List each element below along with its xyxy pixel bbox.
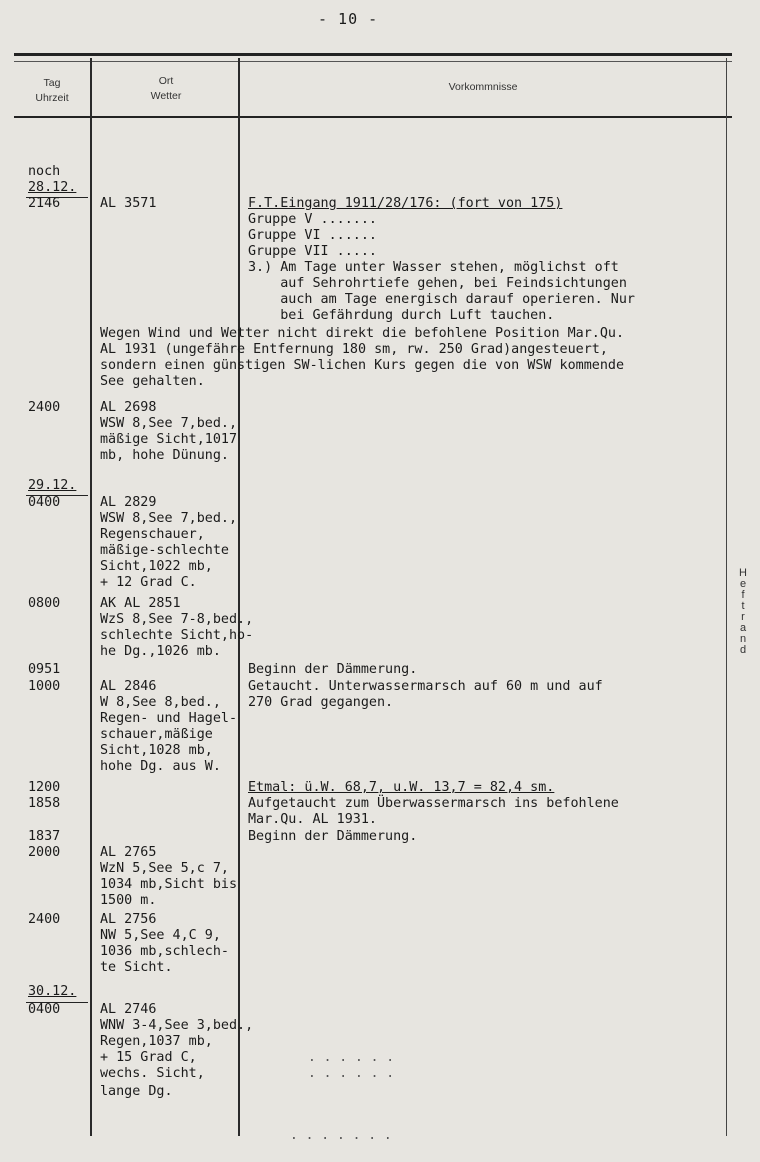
ort-line: AL 3571	[100, 196, 157, 211]
margin-label-char: d	[739, 644, 747, 656]
vork-line: Mar.Qu. AL 1931.	[248, 812, 377, 827]
time-1858: 1858	[28, 796, 61, 811]
date-noch: noch	[28, 164, 61, 179]
header-ort-wetter	[96, 74, 236, 104]
faint-dots: . . . . . .	[308, 1066, 395, 1081]
ort-line: W 8,See 8,bed.,	[100, 695, 221, 710]
ort-line: Sicht,1022 mb,	[100, 559, 213, 574]
ort-line: AL 2746	[100, 1002, 157, 1017]
table-right-border	[726, 58, 727, 1136]
ort-line: he Dg.,1026 mb.	[100, 644, 221, 659]
ort-line: Regenschauer,	[100, 527, 205, 542]
time-1000: 1000	[28, 679, 61, 694]
page-number: - 10 -	[318, 10, 379, 28]
wide-line: Wegen Wind und Wetter nicht direkt die befohlene Position Mar.Qu.	[100, 326, 625, 341]
table-top-rule	[14, 53, 732, 56]
vork-line: Gruppe VI ......	[248, 228, 377, 243]
time-2400: 2400	[28, 912, 61, 927]
date-29-12: 29.12.	[28, 478, 77, 493]
margin-label-heftrand	[736, 568, 750, 656]
header-vorkommnisse: Vorkommnisse	[448, 81, 518, 93]
header-wetter: Wetter	[150, 90, 182, 102]
time-2400: 2400	[28, 400, 61, 415]
ort-line: mäßige Sicht,1017	[100, 432, 238, 447]
margin-label-char: r	[741, 611, 745, 623]
ort-line: schauer,mäßige	[100, 727, 213, 742]
vork-line: bei Gefährdung durch Luft tauchen.	[248, 308, 555, 323]
vork-line	[248, 196, 562, 212]
ort-line: WzN 5,See 5,c 7,	[100, 861, 229, 876]
vork-line: 270 Grad gegangen.	[248, 695, 394, 710]
time-0400: 0400	[28, 1002, 61, 1017]
vork-line: Gruppe V .......	[248, 212, 377, 227]
ort-line: WSW 8,See 7,bed.,	[100, 511, 238, 526]
faint-dots: . . . . . .	[308, 1050, 395, 1065]
ort-line: Sicht,1028 mb,	[100, 743, 213, 758]
vork-line: Aufgetaucht zum Überwassermarsch ins befohlene	[248, 796, 619, 811]
time-0400: 0400	[28, 495, 61, 510]
vork-line: auch am Tage energisch darauf operieren. Nur	[248, 292, 635, 307]
time-1837: 1837	[28, 829, 61, 844]
vork-line: Beginn der Dämmerung.	[248, 662, 418, 677]
ort-line: wechs. Sicht,	[100, 1066, 205, 1081]
margin-label-char: H	[739, 567, 747, 579]
margin-label-char: n	[739, 633, 747, 645]
ort-line: Regen,1037 mb,	[100, 1034, 213, 1049]
ort-line: 1036 mb,schlech-	[100, 944, 229, 959]
wide-line: See gehalten.	[100, 374, 205, 389]
vork-line: Getaucht. Unterwassermarsch auf 60 m und auf	[248, 679, 603, 694]
wide-line: AL 1931 (ungefähre Entfernung 180 sm, rw. 250 Grad)angesteuert,	[100, 342, 608, 357]
column-divider-2	[238, 58, 240, 1136]
column-divider-1	[90, 58, 92, 1136]
ort-line: schlechte Sicht,ho-	[100, 628, 254, 643]
vork-line: Gruppe VII .....	[248, 244, 377, 259]
header-uhrzeit: Uhrzeit	[35, 92, 69, 104]
vork-line: auf Sehrohrtiefe gehen, bei Feindsichtungen	[248, 276, 627, 291]
ort-line: lange Dg.	[100, 1084, 173, 1099]
ort-line: AL 2846	[100, 679, 157, 694]
ort-line: WNW 3-4,See 3,bed.,	[100, 1018, 254, 1033]
ort-line: NW 5,See 4,C 9,	[100, 928, 221, 943]
faint-dots: . . . . . . .	[290, 1128, 392, 1143]
vork-underlined: F.T.Eingang 1911/28/176: (fort von 175)	[248, 196, 563, 211]
margin-label-char: t	[741, 600, 745, 612]
header-bottom-rule	[14, 116, 732, 118]
time-0951: 0951	[28, 662, 61, 677]
ort-line: 1500 m.	[100, 893, 157, 908]
table-top-rule-thin	[14, 61, 732, 62]
ort-line: AL 2698	[100, 400, 157, 415]
time-0800: 0800	[28, 596, 61, 611]
margin-label-char: a	[739, 622, 747, 634]
ort-line: AL 2756	[100, 912, 157, 927]
ort-line: + 15 Grad C,	[100, 1050, 197, 1065]
time-2146: 2146	[28, 196, 61, 211]
wide-line: sondern einen günstigen SW-lichen Kurs gegen die von WSW kommende	[100, 358, 625, 373]
date-30-12: 30.12.	[28, 984, 77, 999]
header-tag-uhrzeit	[18, 76, 86, 106]
header-tag: Tag	[43, 77, 61, 89]
ort-line: mäßige-schlechte	[100, 543, 229, 558]
ort-line: 1034 mb,Sicht bis	[100, 877, 238, 892]
time-2000: 2000	[28, 845, 61, 860]
ort-line: WSW 8,See 7,bed.,	[100, 416, 238, 431]
header-ort: Ort	[158, 75, 174, 87]
ort-line: AK AL 2851	[100, 596, 181, 611]
ort-line: + 12 Grad C.	[100, 575, 197, 590]
vork-line: Etmal: ü.W. 68,7, u.W. 13,7 = 82,4 sm.	[248, 780, 555, 795]
ort-line: mb, hohe Dünung.	[100, 448, 229, 463]
vork-line: Beginn der Dämmerung.	[248, 829, 418, 844]
ort-line: AL 2765	[100, 845, 157, 860]
margin-label-char: e	[739, 578, 747, 590]
time-1200: 1200	[28, 780, 61, 795]
ort-line: hohe Dg. aus W.	[100, 759, 221, 774]
date-28-12: 28.12.	[28, 180, 77, 195]
vork-line: 3.) Am Tage unter Wasser stehen, möglichst oft	[248, 260, 619, 275]
ort-line: WzS 8,See 7-8,bed.,	[100, 612, 254, 627]
ort-line: te Sicht.	[100, 960, 173, 975]
margin-label-char: f	[741, 589, 745, 601]
ort-line: AL 2829	[100, 495, 157, 510]
ort-line: Regen- und Hagel-	[100, 711, 238, 726]
